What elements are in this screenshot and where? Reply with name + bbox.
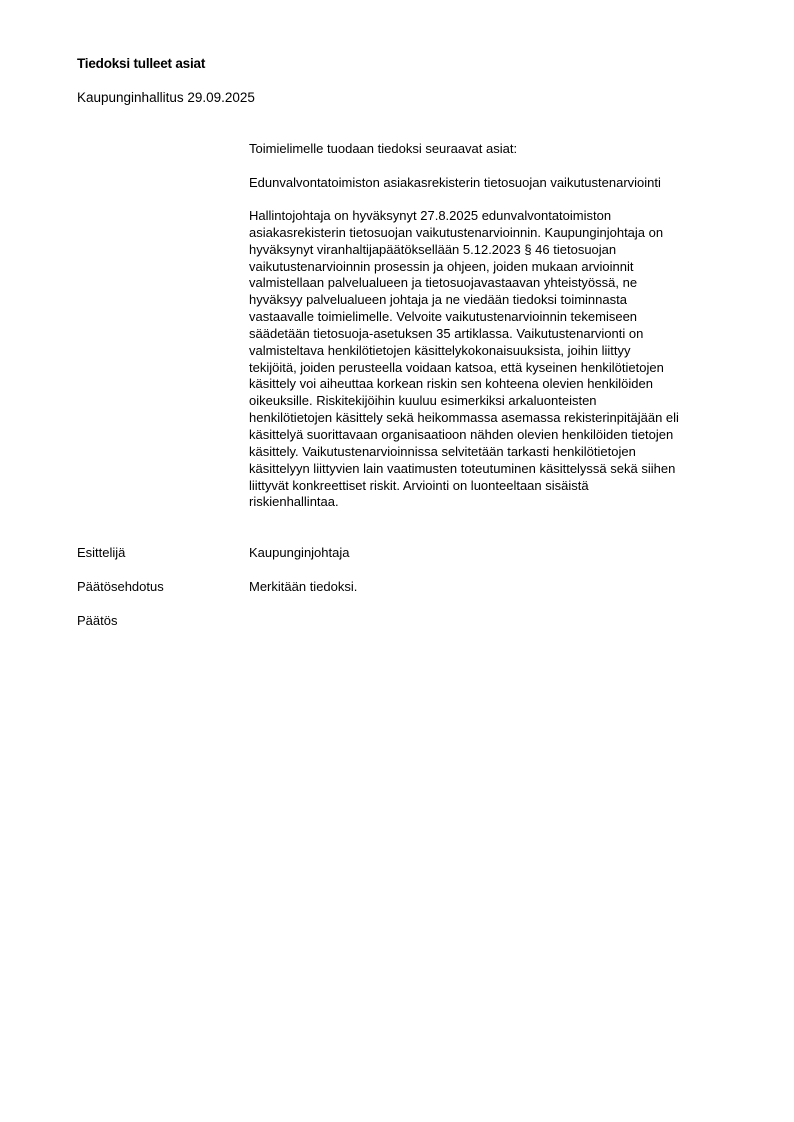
body-line: asiakasrekisterin tietosuojan vaikutustenarvioinnin. Kaupunginjohtaja on [249, 224, 664, 240]
body-line: vastaavalle toimielimelle. Velvoite vaikutustenarvioinnin tekemiseen [249, 309, 638, 325]
body-line: hyväksynyt viranhaltijapäätöksellään 5.12.2023 § 46 tietosuojan [249, 241, 617, 257]
proposal-label: Päätösehdotus [77, 579, 164, 594]
proposal-value: Merkitään tiedoksi. [249, 579, 358, 594]
item-subheading: Edunvalvontatoimiston asiakasrekisterin tietosuojan vaikutustenarviointi [249, 175, 661, 190]
presenter-value: Kaupunginjohtaja [249, 545, 350, 560]
body-line: hyväksyy palvelualueen johtaja ja ne viedään tiedoksi toiminnasta [249, 292, 627, 308]
body-line: oikeuksille. Riskitekijöihin kuuluu esimerkiksi arkaluonteisten [249, 393, 597, 409]
body-line: Hallintojohtaja on hyväksynyt 27.8.2025 edunvalvontatoimiston [249, 208, 612, 223]
body-line: käsittely voi aiheuttaa korkean riskin sen kohteena olevien henkilöiden [249, 376, 653, 392]
body-line: henkilötietojen käsittely sekä heikommassa asemassa rekisterinpitäjään eli [249, 410, 679, 426]
body-line: käsittelyyn liittyvien lain vaatimusten toteutuminen käsittelyssä sekä siihen [249, 460, 676, 476]
item-body-text [249, 208, 739, 511]
body-line: käsittely. Vaikutustenarvioinnissa selvitetään tarkasti henkilötietojen [249, 443, 636, 459]
intro-text: Toimielimelle tuodaan tiedoksi seuraavat asiat: [249, 141, 518, 156]
body-line: valmisteltava henkilötietojen käsittelykokonaisuuksista, joihin liittyy [249, 342, 631, 358]
body-line: käsittelyä suorittavaan organisaatioon nähden olevien henkilöiden tietojen [249, 426, 674, 442]
meeting-name-date: Kaupunginhallitus 29.09.2025 [77, 90, 255, 105]
presenter-label: Esittelijä [77, 545, 126, 560]
decision-label: Päätös [77, 613, 118, 628]
body-line: tekijöitä, joiden perusteella voidaan katsoa, että kyseinen henkilötietojen [249, 359, 664, 375]
body-line: liittyvät konkreettiset riskit. Arviointi on luonteeltaan sisäistä [249, 477, 589, 493]
body-line: valmistellaan palvelualueen ja tietosuojavastaavan yhteistyössä, ne [249, 275, 638, 291]
body-line: vaikutustenarvioinnin prosessin ja ohjeen, joiden mukaan arvioinnit [249, 258, 634, 274]
body-line: säädetään tietosuoja-asetuksen 35 artiklassa. Vaikutustenarvionti on [249, 325, 644, 341]
body-line: riskienhallintaa. [249, 494, 339, 510]
document-title: Tiedoksi tulleet asiat [77, 56, 206, 71]
